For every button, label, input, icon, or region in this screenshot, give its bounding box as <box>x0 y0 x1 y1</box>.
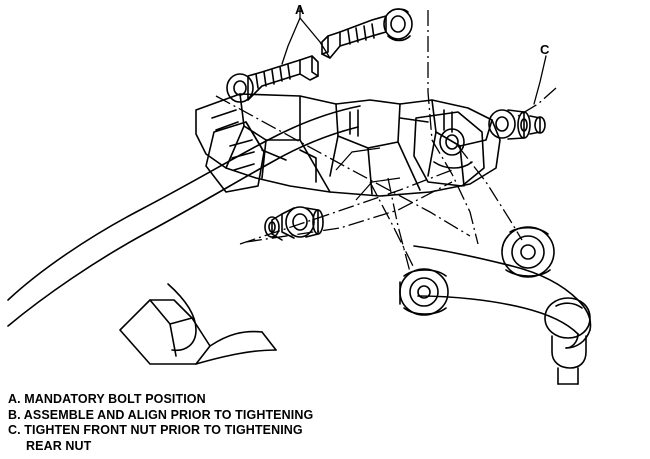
legend-item-c-continued: REAR NUT <box>26 438 92 453</box>
bushing-assembly-left <box>265 207 323 240</box>
callout-label-a: A <box>295 2 305 17</box>
legend <box>8 392 408 454</box>
mounting-bracket-center <box>414 112 484 186</box>
callout-label-c: C <box>540 42 550 57</box>
control-arm-bushing-right <box>502 227 554 277</box>
callout-leader-c <box>534 56 546 104</box>
bolt-upper-right <box>322 9 412 58</box>
legend-item-b: B. ASSEMBLE AND ALIGN PRIOR TO TIGHTENING <box>8 407 314 422</box>
legend-item-a: A. MANDATORY BOLT POSITION <box>8 392 206 406</box>
callout-leader-a <box>282 8 330 64</box>
legend-item-c: C. TIGHTEN FRONT NUT PRIOR TO TIGHTENING <box>8 423 303 437</box>
upper-control-arm <box>414 246 591 384</box>
control-arm-bushing-center <box>400 269 448 315</box>
